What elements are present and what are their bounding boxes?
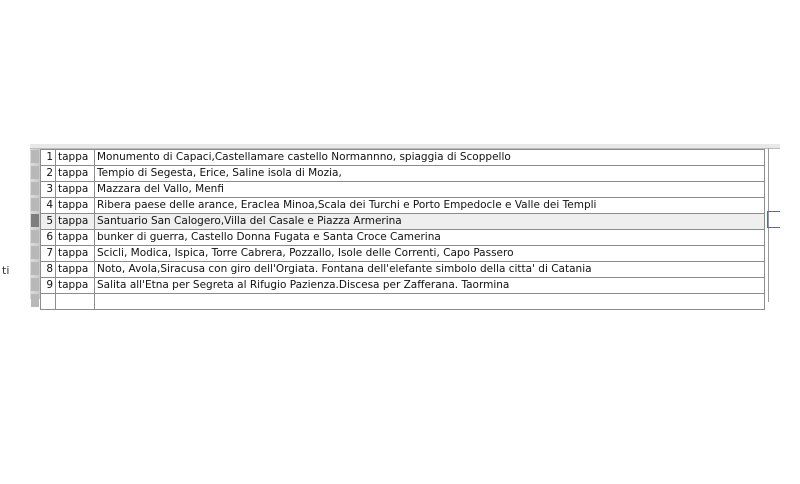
description-cell[interactable]: Ribera paese delle arance, Eraclea Minoa,Scala dei Turchi e Porto Empedocle e Valle dei Templi: [95, 198, 765, 214]
stage-cell[interactable]: tappa: [56, 214, 95, 230]
stage-cell[interactable]: tappa: [56, 262, 95, 278]
table-row[interactable]: [41, 246, 765, 262]
description-cell[interactable]: bunker di guerra, Castello Donna Fugata e Santa Croce Camerina: [95, 230, 765, 246]
stage-cell[interactable]: tappa: [56, 166, 95, 182]
clipped-text-fragment: ti: [2, 264, 10, 277]
row-number-cell[interactable]: 8: [41, 262, 56, 278]
table-row[interactable]: [41, 198, 765, 214]
table-row[interactable]: [41, 166, 765, 182]
description-cell[interactable]: Santuario San Calogero,Villa del Casale e Piazza Armerina: [95, 214, 765, 230]
description-cell[interactable]: Monumento di Capaci,Castellamare castello Normannno, spiaggia di Scoppello: [95, 150, 765, 166]
row-number-cell[interactable]: 7: [41, 246, 56, 262]
table-row[interactable]: [41, 230, 765, 246]
stage-cell[interactable]: tappa: [56, 150, 95, 166]
row-header-marker[interactable]: [31, 294, 39, 307]
row-number-cell[interactable]: 6: [41, 230, 56, 246]
stage-cell[interactable]: [56, 294, 95, 310]
table-row[interactable]: [41, 294, 765, 310]
row-header-marker[interactable]: [31, 214, 39, 227]
row-header-marker[interactable]: [31, 166, 39, 179]
stage-cell[interactable]: tappa: [56, 246, 95, 262]
row-header-marker[interactable]: [31, 198, 39, 211]
spreadsheet-grid: [30, 144, 780, 304]
row-header-marker[interactable]: [31, 246, 39, 259]
description-cell[interactable]: Mazzara del Vallo, Menfi: [95, 182, 765, 198]
row-number-cell[interactable]: 9: [41, 278, 56, 294]
row-header-marker[interactable]: [31, 262, 39, 275]
row-header-marker[interactable]: [31, 150, 39, 163]
row-number-cell[interactable]: 1: [41, 150, 56, 166]
stage-cell[interactable]: tappa: [56, 182, 95, 198]
row-header-marker[interactable]: [31, 182, 39, 195]
stage-cell[interactable]: tappa: [56, 230, 95, 246]
description-cell[interactable]: Noto, Avola,Siracusa con giro dell'Orgiata. Fontana dell'elefante simbolo della citta' di Catania: [95, 262, 765, 278]
description-cell[interactable]: Scicli, Modica, Ispica, Torre Cabrera, Pozzallo, Isole delle Correnti, Capo Passero: [95, 246, 765, 262]
row-number-cell[interactable]: 4: [41, 198, 56, 214]
table-row[interactable]: [41, 150, 765, 166]
table-row[interactable]: [41, 182, 765, 198]
row-header-marker[interactable]: [31, 278, 39, 291]
selected-cell-cursor[interactable]: [767, 211, 780, 228]
table-row[interactable]: [41, 262, 765, 278]
table-row[interactable]: [41, 214, 765, 230]
description-cell[interactable]: Salita all'Etna per Segreta al Rifugio Pazienza.Discesa per Zafferana. Taormina: [95, 278, 765, 294]
stage-cell[interactable]: tappa: [56, 198, 95, 214]
row-number-cell[interactable]: 2: [41, 166, 56, 182]
itinerary-table: [40, 149, 765, 310]
description-cell[interactable]: Tempio di Segesta, Erice, Saline isola di Mozia,: [95, 166, 765, 182]
row-number-cell[interactable]: 5: [41, 214, 56, 230]
table-row[interactable]: [41, 278, 765, 294]
row-header-marker[interactable]: [31, 230, 39, 243]
description-cell[interactable]: [95, 294, 765, 310]
row-number-cell[interactable]: [41, 294, 56, 310]
stage-cell[interactable]: tappa: [56, 278, 95, 294]
row-number-cell[interactable]: 3: [41, 182, 56, 198]
